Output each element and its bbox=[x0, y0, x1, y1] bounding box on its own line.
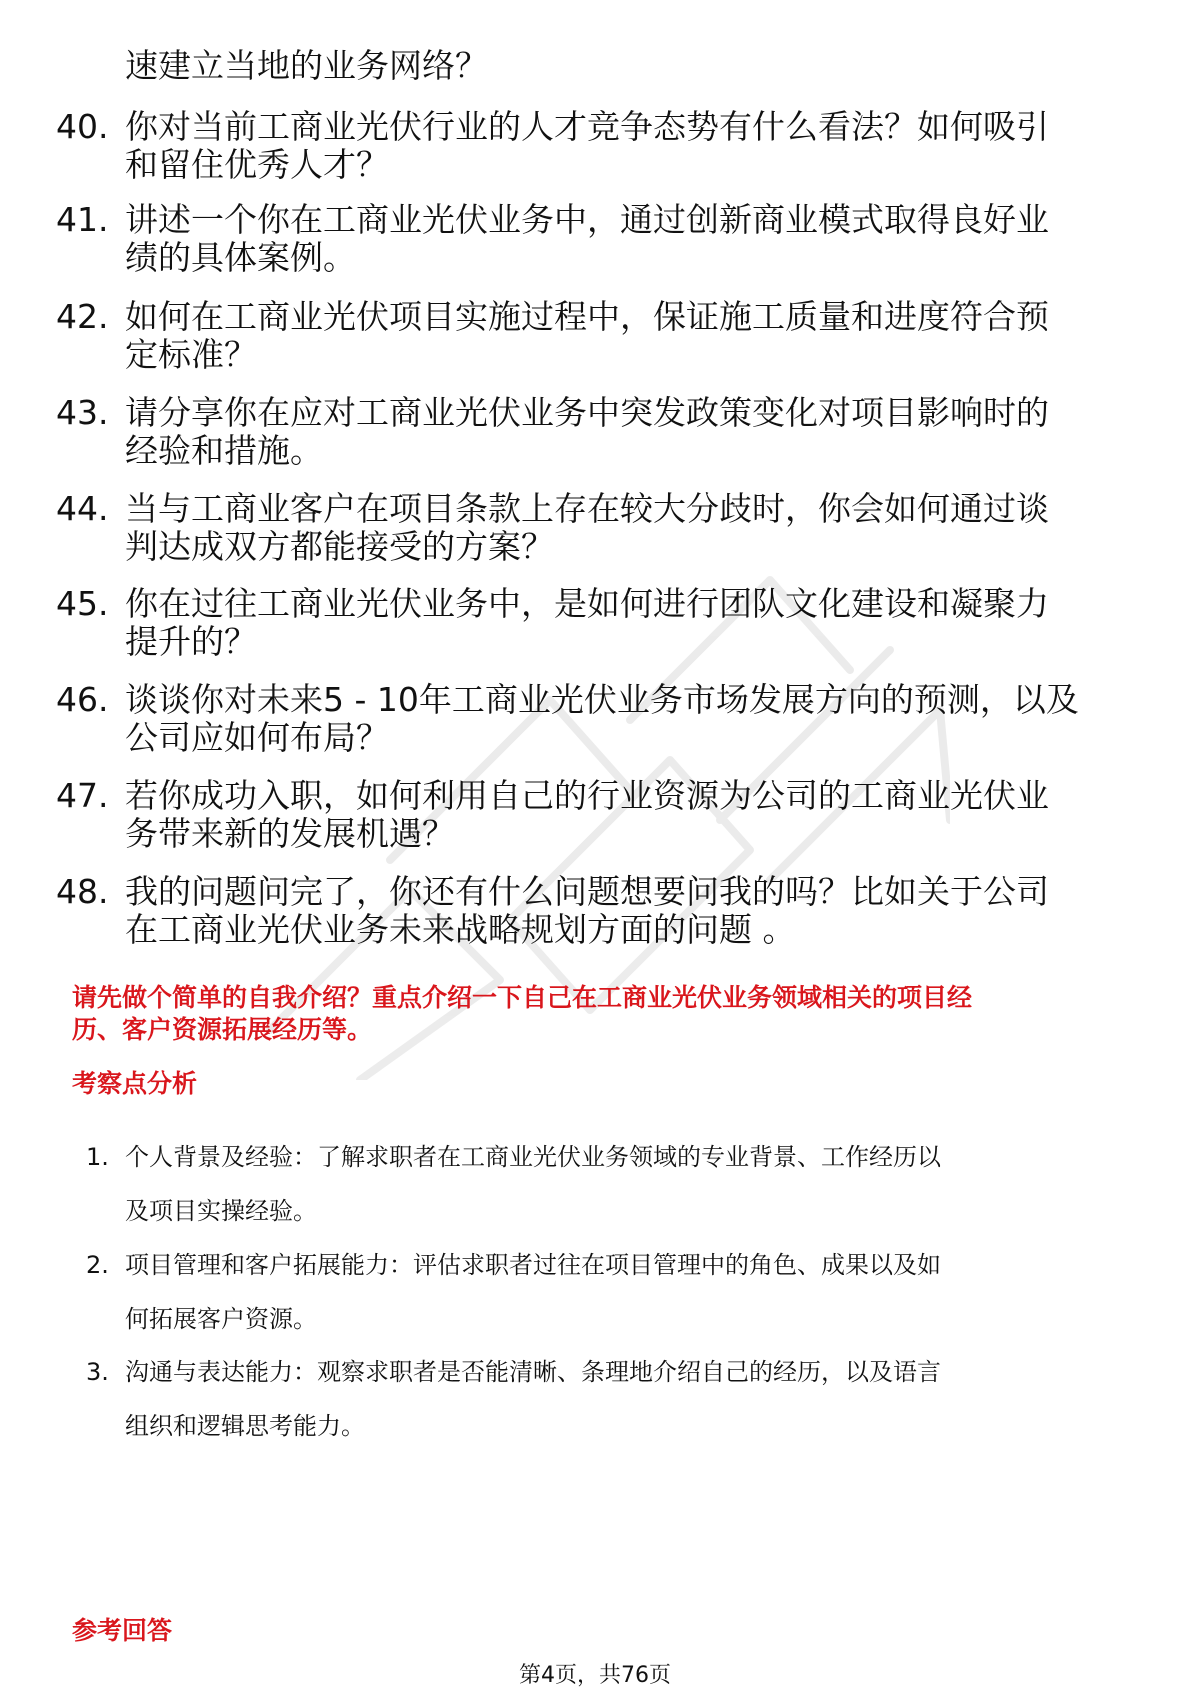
question-40-line-1: 你对当前工商业光伏行业的人才竞争态势有什么看法？如何吸引 bbox=[125, 107, 1049, 146]
question-44-line-2: 判达成双方都能接受的方案？ bbox=[125, 527, 554, 566]
question-continued-line: 速建立当地的业务网络？ bbox=[125, 46, 488, 85]
analysis-item-3-line-2: 组织和逻辑思考能力。 bbox=[125, 1412, 365, 1440]
question-number-40: 40. bbox=[56, 107, 109, 146]
analysis-item-3-line-1: 沟通与表达能力：观察求职者是否能清晰、条理地介绍自己的经历，以及语言 bbox=[125, 1358, 941, 1386]
question-43-line-1: 请分享你在应对工商业光伏业务中突发政策变化对项目影响时的 bbox=[125, 393, 1049, 432]
question-40-line-2: 和留住优秀人才？ bbox=[125, 145, 389, 184]
question-46-line-2: 公司应如何布局？ bbox=[125, 718, 389, 757]
question-47-line-2: 务带来新的发展机遇？ bbox=[125, 814, 455, 853]
reference-answer-title: 参考回答 bbox=[72, 1616, 173, 1645]
question-42-line-2: 定标准？ bbox=[125, 335, 257, 374]
analysis-item-1-line-1: 个人背景及经验：了解求职者在工商业光伏业务领域的专业背景、工作经历以 bbox=[125, 1143, 941, 1171]
question-47-line-1: 若你成功入职，如何利用自己的行业资源为公司的工商业光伏业 bbox=[125, 776, 1049, 815]
question-number-44: 44. bbox=[56, 489, 109, 528]
question-number-48: 48. bbox=[56, 872, 109, 911]
question-number-43: 43. bbox=[56, 393, 109, 432]
question-number-46: 46. bbox=[56, 680, 109, 719]
question-44-line-1: 当与工商业客户在项目条款上存在较大分歧时，你会如何通过谈 bbox=[125, 489, 1049, 528]
question-number-47: 47. bbox=[56, 776, 109, 815]
question-45-line-2: 提升的？ bbox=[125, 622, 257, 661]
analysis-item-1-line-2: 及项目实操经验。 bbox=[125, 1197, 317, 1225]
analysis-item-number-3: 3. bbox=[86, 1358, 109, 1386]
question-43-line-2: 经验和措施。 bbox=[125, 431, 323, 470]
question-48-line-2: 在工商业光伏业务未来战略规划方面的问题 。 bbox=[125, 910, 796, 949]
question-48-line-1: 我的问题问完了，你还有什么问题想要问我的吗？比如关于公司 bbox=[125, 872, 1049, 911]
page-number: 第4页，共76页 bbox=[519, 1663, 671, 1688]
question-number-41: 41. bbox=[56, 200, 109, 239]
question-41-line-2: 绩的具体案例。 bbox=[125, 238, 356, 277]
question-42-line-1: 如何在工商业光伏项目实施过程中，保证施工质量和进度符合预 bbox=[125, 297, 1049, 336]
analysis-title: 考察点分析 bbox=[72, 1069, 198, 1098]
question-45-line-1: 你在过往工商业光伏业务中，是如何进行团队文化建设和凝聚力 bbox=[125, 584, 1049, 623]
intro-question-line-1: 请先做个简单的自我介绍？重点介绍一下自己在工商业光伏业务领域相关的项目经 bbox=[72, 983, 973, 1012]
question-number-45: 45. bbox=[56, 584, 109, 623]
analysis-item-2-line-2: 何拓展客户资源。 bbox=[125, 1305, 317, 1333]
analysis-item-2-line-1: 项目管理和客户拓展能力：评估求职者过往在项目管理中的角色、成果以及如 bbox=[125, 1251, 941, 1279]
question-number-42: 42. bbox=[56, 297, 109, 336]
question-41-line-1: 讲述一个你在工商业光伏业务中，通过创新商业模式取得良好业 bbox=[125, 200, 1049, 239]
analysis-item-number-1: 1. bbox=[86, 1143, 109, 1171]
question-46-line-1: 谈谈你对未来5 - 10年工商业光伏业务市场发展方向的预测，以及 bbox=[125, 680, 1079, 719]
analysis-item-number-2: 2. bbox=[86, 1251, 109, 1279]
intro-question-line-2: 历、客户资源拓展经历等。 bbox=[72, 1015, 373, 1044]
